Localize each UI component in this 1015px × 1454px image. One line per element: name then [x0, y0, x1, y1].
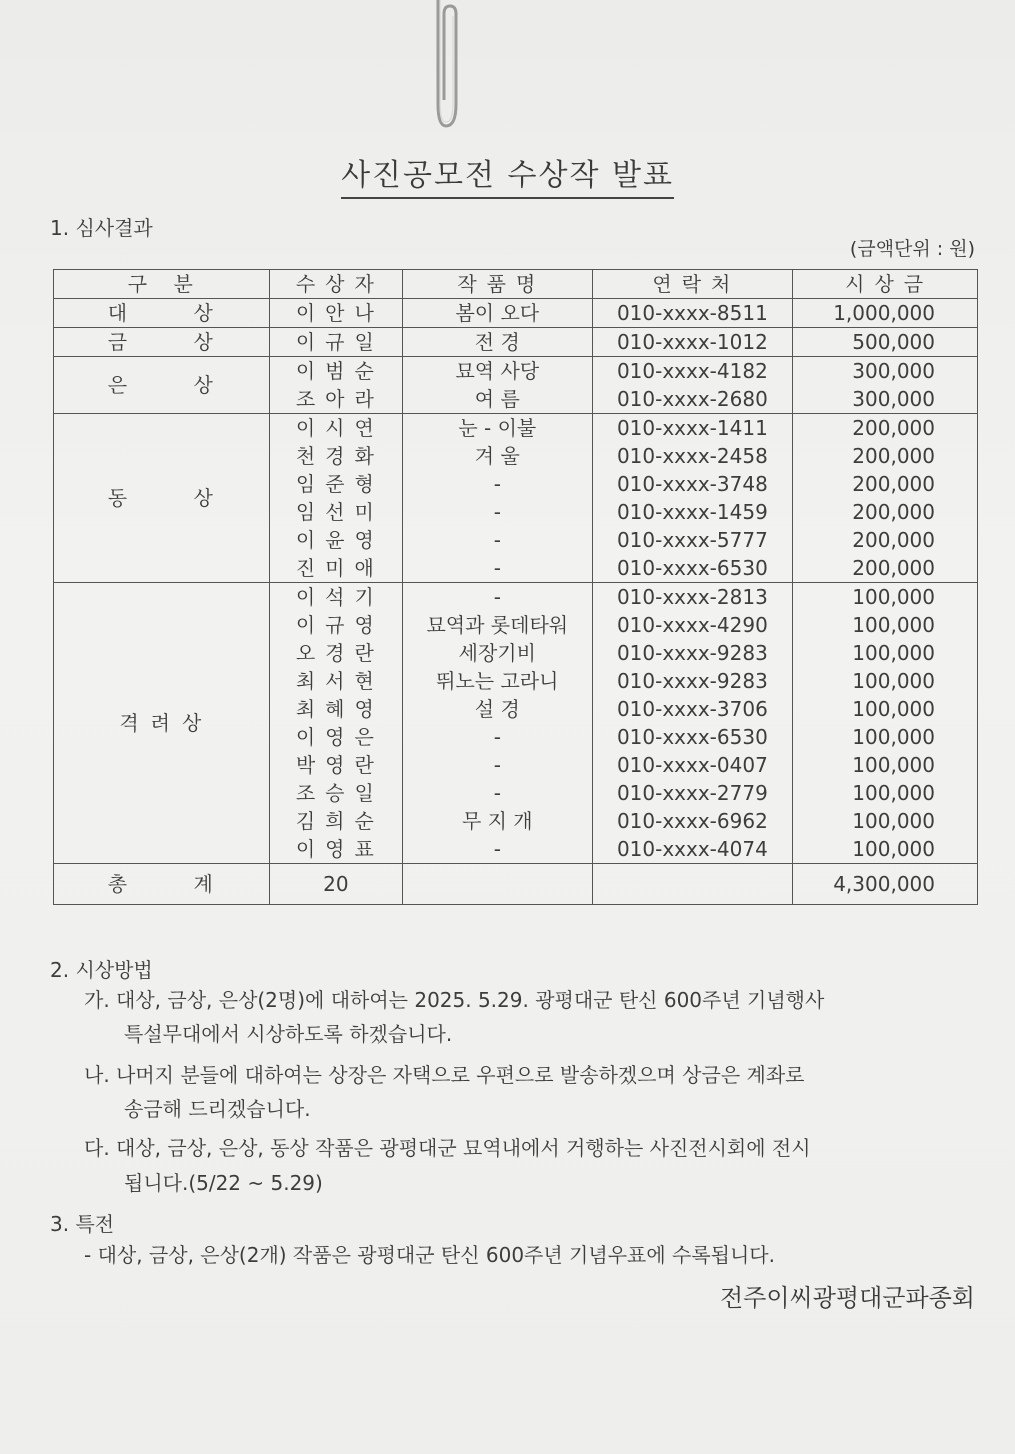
- winner-name: 박영란: [269, 751, 402, 779]
- prize-amount: 100,000: [793, 667, 978, 695]
- winner-name: 이석기: [269, 583, 402, 612]
- prize-amount: 100,000: [793, 779, 978, 807]
- award-category: 격려상: [54, 583, 270, 864]
- work-title: -: [403, 751, 592, 779]
- work-title: 겨 울: [403, 442, 592, 470]
- winner-name: 이영은: [269, 723, 402, 751]
- prize-amount: 100,000: [793, 611, 978, 639]
- work-title: 뛰노는 고라니: [403, 667, 592, 695]
- prize-amount: 100,000: [793, 807, 978, 835]
- table-row: [54, 583, 978, 612]
- winner-name: 이안나: [269, 299, 402, 328]
- paragraph-na-line1: 나. 나머지 분들에 대하여는 상장은 자택으로 우편으로 발송하겠으며 상금은 계좌로: [84, 1063, 805, 1087]
- prize-amount: 300,000: [793, 357, 978, 386]
- work-title: 묘역과 롯데타워: [403, 611, 592, 639]
- work-title: 여 름: [403, 385, 592, 414]
- total-amount: 4,300,000: [793, 864, 978, 905]
- work-title: -: [403, 723, 592, 751]
- prize-amount: 200,000: [793, 442, 978, 470]
- contact-number: 010-xxxx-1411: [592, 414, 793, 443]
- paragraph-na-line2: 송금해 드리겠습니다.: [124, 1097, 311, 1121]
- contact-number: 010-xxxx-9283: [592, 667, 793, 695]
- contact-number: 010-xxxx-2458: [592, 442, 793, 470]
- winner-name: 조아라: [269, 385, 402, 414]
- prize-amount: 1,000,000: [793, 299, 978, 328]
- winner-name: 천경화: [269, 442, 402, 470]
- prize-amount: 200,000: [793, 554, 978, 583]
- work-title: 설 경: [403, 695, 592, 723]
- work-title: -: [403, 470, 592, 498]
- work-title: 봄이 오다: [403, 299, 592, 328]
- header-contact: 연락처: [592, 270, 793, 299]
- contact-number: 010-xxxx-1012: [592, 328, 793, 357]
- prize-amount: 500,000: [793, 328, 978, 357]
- contact-number: 010-xxxx-3706: [592, 695, 793, 723]
- prize-amount: 100,000: [793, 751, 978, 779]
- winner-name: 오경란: [269, 639, 402, 667]
- contact-number: 010-xxxx-6962: [592, 807, 793, 835]
- unit-note: (금액단위 : 원): [849, 238, 975, 260]
- winner-name: 이범순: [269, 357, 402, 386]
- header-winner: 수상자: [269, 270, 402, 299]
- winner-name: 이윤영: [269, 526, 402, 554]
- work-title: 묘역 사당: [403, 357, 592, 386]
- work-title: -: [403, 779, 592, 807]
- contact-number: 010-xxxx-0407: [592, 751, 793, 779]
- prize-amount: 100,000: [793, 583, 978, 612]
- work-title: -: [403, 583, 592, 612]
- award-category: 은 상: [54, 357, 270, 414]
- work-title: -: [403, 498, 592, 526]
- table-row: [54, 414, 978, 443]
- paragraph-ga-line1: 가. 대상, 금상, 은상(2명)에 대하여는 2025. 5.29. 광평대군 탄신 600주년 기념행사: [84, 988, 825, 1012]
- contact-number: 010-xxxx-2680: [592, 385, 793, 414]
- winner-name: 이규일: [269, 328, 402, 357]
- contact-number: 010-xxxx-6530: [592, 723, 793, 751]
- work-title: -: [403, 835, 592, 864]
- total-count: 20: [269, 864, 402, 905]
- contact-number: 010-xxxx-2779: [592, 779, 793, 807]
- winner-name: 최서현: [269, 667, 402, 695]
- work-title: 전 경: [403, 328, 592, 357]
- contact-number: 010-xxxx-4074: [592, 835, 793, 864]
- winner-name: 조승일: [269, 779, 402, 807]
- contact-number: 010-xxxx-5777: [592, 526, 793, 554]
- prize-amount: 100,000: [793, 723, 978, 751]
- prize-amount: 100,000: [793, 695, 978, 723]
- winner-name: 김희순: [269, 807, 402, 835]
- prize-amount: 100,000: [793, 639, 978, 667]
- page-title: 사진공모전 수상작 발표: [0, 150, 1015, 194]
- work-title: -: [403, 554, 592, 583]
- award-category: 동 상: [54, 414, 270, 583]
- paragraph-da-line1: 다. 대상, 금상, 은상, 동상 작품은 광평대군 묘역내에서 거행하는 사진전시회에 전시: [84, 1136, 811, 1160]
- paragraph-da-line2: 됩니다.(5/22 ~ 5.29): [124, 1171, 323, 1195]
- award-category: 대 상: [54, 299, 270, 328]
- prize-amount: 200,000: [793, 414, 978, 443]
- section-special-heading: 3. 특전: [50, 1212, 115, 1236]
- prize-amount: 300,000: [793, 385, 978, 414]
- winner-name: 이규영: [269, 611, 402, 639]
- section-award-method-heading: 2. 시상방법: [50, 958, 153, 982]
- work-title: 눈 - 이불: [403, 414, 592, 443]
- contact-number: 010-xxxx-1459: [592, 498, 793, 526]
- contact-number: 010-xxxx-4290: [592, 611, 793, 639]
- table-header-row: [54, 270, 978, 299]
- winner-name: 최혜영: [269, 695, 402, 723]
- header-category: 구 분: [54, 270, 270, 299]
- total-label: 총 계: [54, 864, 270, 905]
- paragraph-ga-line2: 특설무대에서 시상하도록 하겠습니다.: [124, 1022, 453, 1046]
- header-prize: 시상금: [793, 270, 978, 299]
- work-title: -: [403, 526, 592, 554]
- winner-name: 진미애: [269, 554, 402, 583]
- awards-table: [53, 269, 978, 905]
- work-title: 무 지 개: [403, 807, 592, 835]
- prize-amount: 100,000: [793, 835, 978, 864]
- contact-number: 010-xxxx-2813: [592, 583, 793, 612]
- table-row: [54, 357, 978, 386]
- paragraph-special: - 대상, 금상, 은상(2개) 작품은 광평대군 탄신 600주년 기념우표에 수록됩니다.: [84, 1243, 775, 1267]
- section-results-heading: 1. 심사결과: [50, 216, 153, 240]
- total-row: [54, 864, 978, 905]
- paperclip-icon: [418, 0, 462, 132]
- winner-name: 임준형: [269, 470, 402, 498]
- signature-organization: 전주이씨광평대군파종회: [719, 1284, 975, 1312]
- contact-number: 010-xxxx-9283: [592, 639, 793, 667]
- table-row: [54, 328, 978, 357]
- prize-amount: 200,000: [793, 470, 978, 498]
- award-category: 금 상: [54, 328, 270, 357]
- contact-number: 010-xxxx-3748: [592, 470, 793, 498]
- winner-name: 임선미: [269, 498, 402, 526]
- contact-number: 010-xxxx-4182: [592, 357, 793, 386]
- winner-name: 이영표: [269, 835, 402, 864]
- prize-amount: 200,000: [793, 526, 978, 554]
- winner-name: 이시연: [269, 414, 402, 443]
- prize-amount: 200,000: [793, 498, 978, 526]
- table-row: [54, 299, 978, 328]
- header-work: 작품명: [403, 270, 592, 299]
- contact-number: 010-xxxx-8511: [592, 299, 793, 328]
- work-title: 세장기비: [403, 639, 592, 667]
- contact-number: 010-xxxx-6530: [592, 554, 793, 583]
